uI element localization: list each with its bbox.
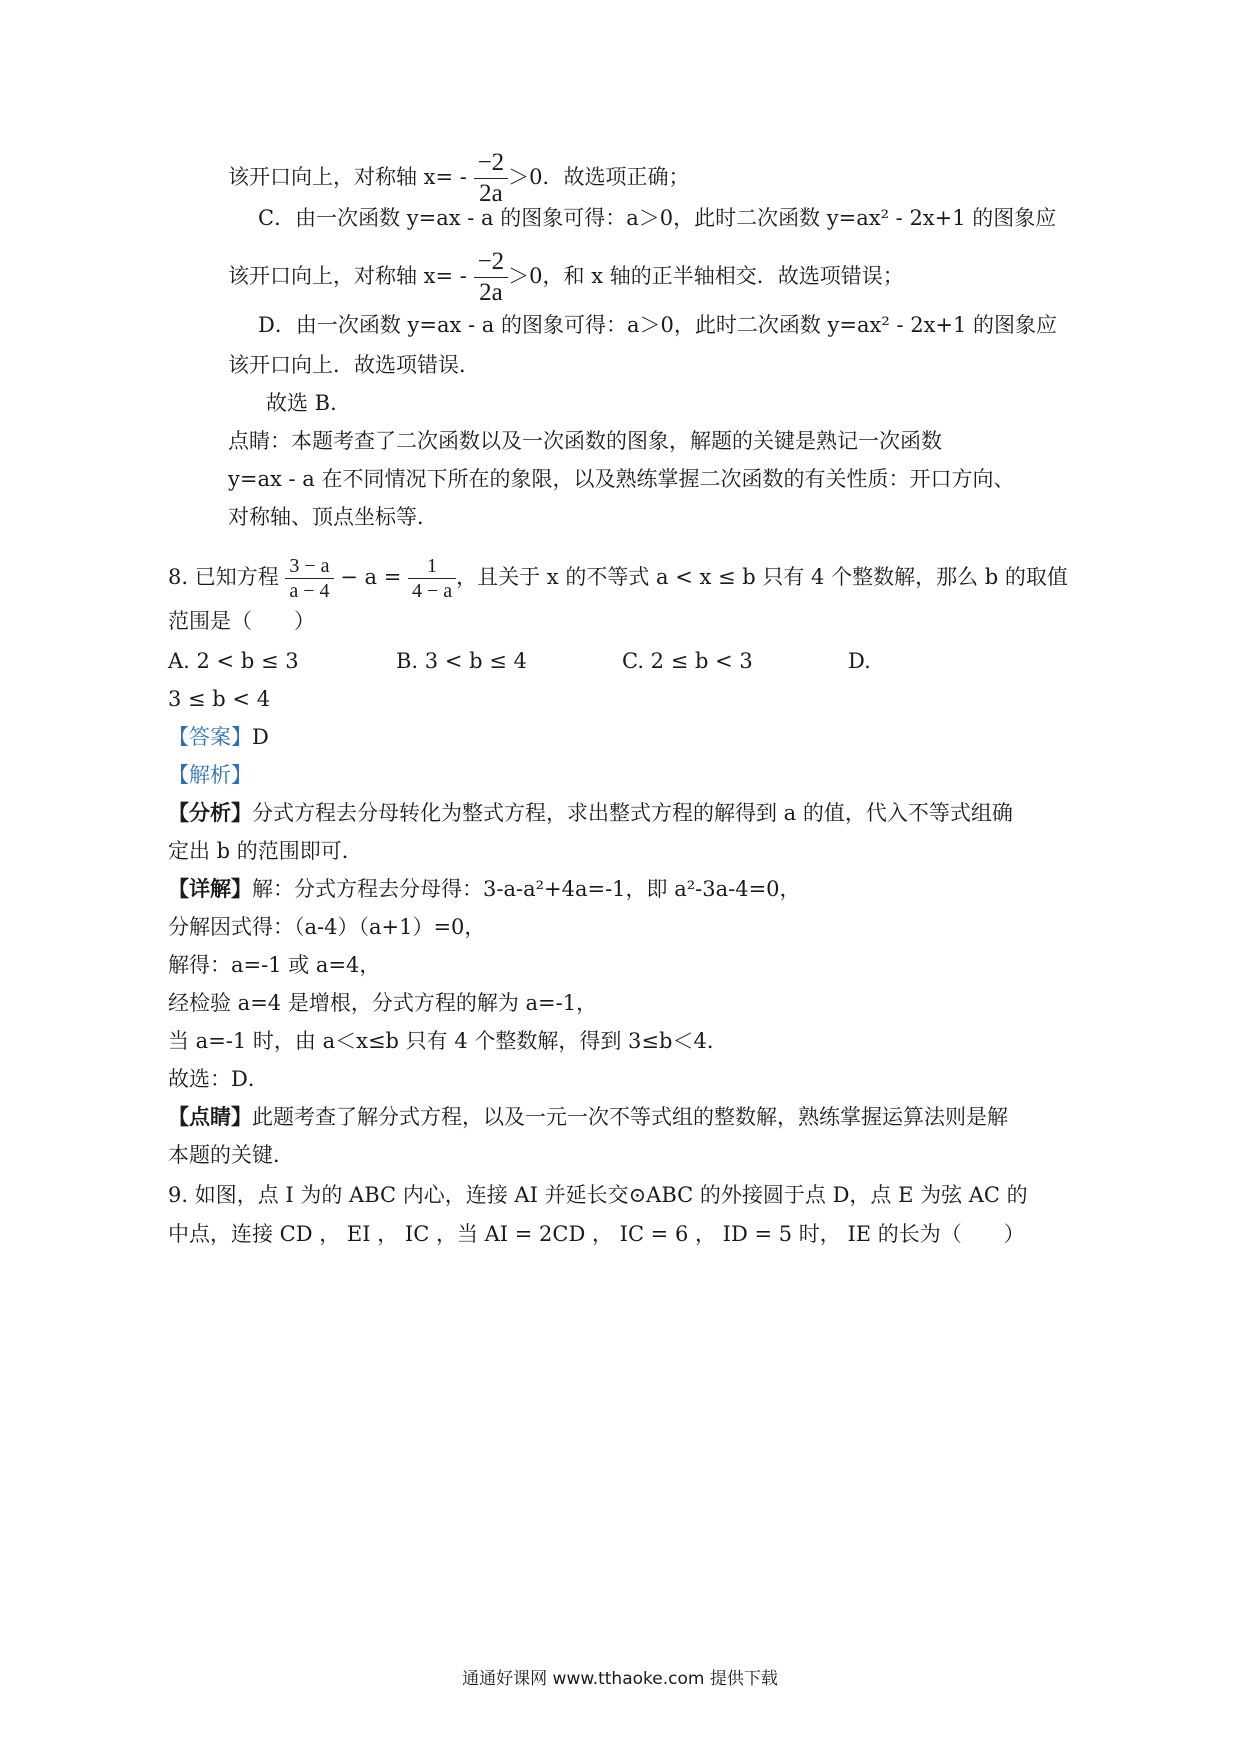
step-4: 当 a=-1 时，由 a＜x≤b 只有 4 个整数解，得到 3≤b＜4． (168, 1029, 728, 1053)
dianjing-line-2: 本题的关键． (168, 1143, 294, 1167)
fraction (285, 554, 333, 603)
fraction (474, 148, 509, 209)
fenxi-line (168, 800, 1013, 826)
fraction-numerator: 3 − a (285, 554, 333, 579)
answer-value: D (252, 725, 269, 749)
step-1: 分解因式得：（a-4）（a+1）=0， (168, 915, 486, 939)
q8-tail: ，且关于 x 的不等式 a < x ≤ b 只有 4 个整数解，那么 b 的取值 (456, 565, 1068, 589)
line-3-tail: ＞0，和 x 轴的正半轴相交．故选项错误； (508, 264, 904, 288)
line-8: y=ax - a 在不同情况下所在的象限，以及熟练掌握二次函数的有关性质：开口方向、 (228, 467, 1015, 491)
fenxi-label: 【分析】 (168, 800, 252, 825)
line-6: 故选 B． (266, 391, 352, 415)
option-d: D. (848, 649, 871, 673)
page-footer: 通通好课网 www.tthaoke.com 提供下载 (462, 1669, 778, 1689)
line-1 (228, 148, 690, 209)
step-5: 故选：D． (168, 1067, 269, 1091)
question-9-line-2: 中点，连接 CD ， EI ， IC ，当 AI = 2CD ， IC = 6 ， ID = 5 时， IE 的长为（ ） (168, 1222, 1025, 1246)
fraction-denominator: 2a (479, 279, 503, 306)
xiangjie-line (168, 876, 801, 902)
line-7: 点睛：本题考查了二次函数以及一次函数的图象，解题的关键是熟记一次函数 (228, 429, 942, 453)
fenxi-line-2: 定出 b 的范围即可． (168, 839, 363, 863)
fraction-numerator: −2 (474, 247, 509, 278)
fraction (474, 247, 509, 308)
dianjing-label: 【点睛】 (168, 1104, 252, 1129)
fraction (408, 554, 456, 603)
xiangjie-label: 【详解】 (168, 876, 252, 901)
option-b: B. 3 < b ≤ 4 (396, 649, 527, 673)
fraction-denominator: a − 4 (289, 580, 330, 602)
option-d-value: 3 ≤ b < 4 (168, 687, 271, 711)
fraction-denominator: 4 − a (411, 580, 453, 602)
line-4: D．由一次函数 y=ax - a 的图象可得：a＞0，此时二次函数 y=ax² - 2x+1 的图象应 (258, 313, 1058, 337)
line-9: 对称轴、顶点坐标等． (228, 505, 438, 529)
q8-head: 8. 已知方程 (168, 565, 286, 589)
q8-mid: − a = (333, 565, 408, 589)
option-c: C. 2 ≤ b < 3 (622, 649, 753, 673)
dianjing-text: 此题考查了解分式方程，以及一元一次不等式组的整数解，熟练掌握运算法则是解 (252, 1105, 1008, 1129)
q8-line-2: 范围是（ ） (168, 609, 315, 633)
fraction-denominator: 2a (479, 180, 503, 207)
fenxi-text: 分式方程去分母转化为整式方程，求出整式方程的解得到 a 的值，代入不等式组确 (252, 801, 1013, 825)
line-3-text: 该开口向上，对称轴 x= - (228, 264, 474, 288)
line-2: C．由一次函数 y=ax - a 的图象可得：a＞0，此时二次函数 y=ax² - 2x+1 的图象应 (258, 206, 1057, 230)
answer-line (168, 724, 269, 750)
option-a: A. 2 < b ≤ 3 (168, 649, 299, 673)
line-3 (228, 247, 904, 308)
question-8 (168, 554, 1068, 603)
step-2: 解得：a=-1 或 a=4， (168, 953, 381, 977)
line-1-text: 该开口向上，对称轴 x= - (228, 165, 474, 189)
step-3: 经检验 a=4 是增根，分式方程的解为 a=-1， (168, 991, 598, 1015)
line-1-tail: ＞0．故选项正确； (508, 165, 690, 189)
answer-label: 【答案】 (168, 725, 252, 749)
analysis-label: 【解析】 (168, 763, 252, 787)
question-9-line-1: 9. 如图，点 I 为的 ABC 内心，连接 AI 并延长交⊙ABC 的外接圆于点 D，点 E 为弦 AC 的 (168, 1183, 1028, 1207)
dianjing-line (168, 1104, 1008, 1130)
fraction-numerator: 1 (408, 554, 456, 579)
xiangjie-text: 解：分式方程去分母得：3-a-a²+4a=-1，即 a²-3a-4=0， (252, 877, 801, 901)
fraction-numerator: −2 (474, 148, 509, 179)
line-5: 该开口向上．故选项错误． (228, 353, 480, 377)
